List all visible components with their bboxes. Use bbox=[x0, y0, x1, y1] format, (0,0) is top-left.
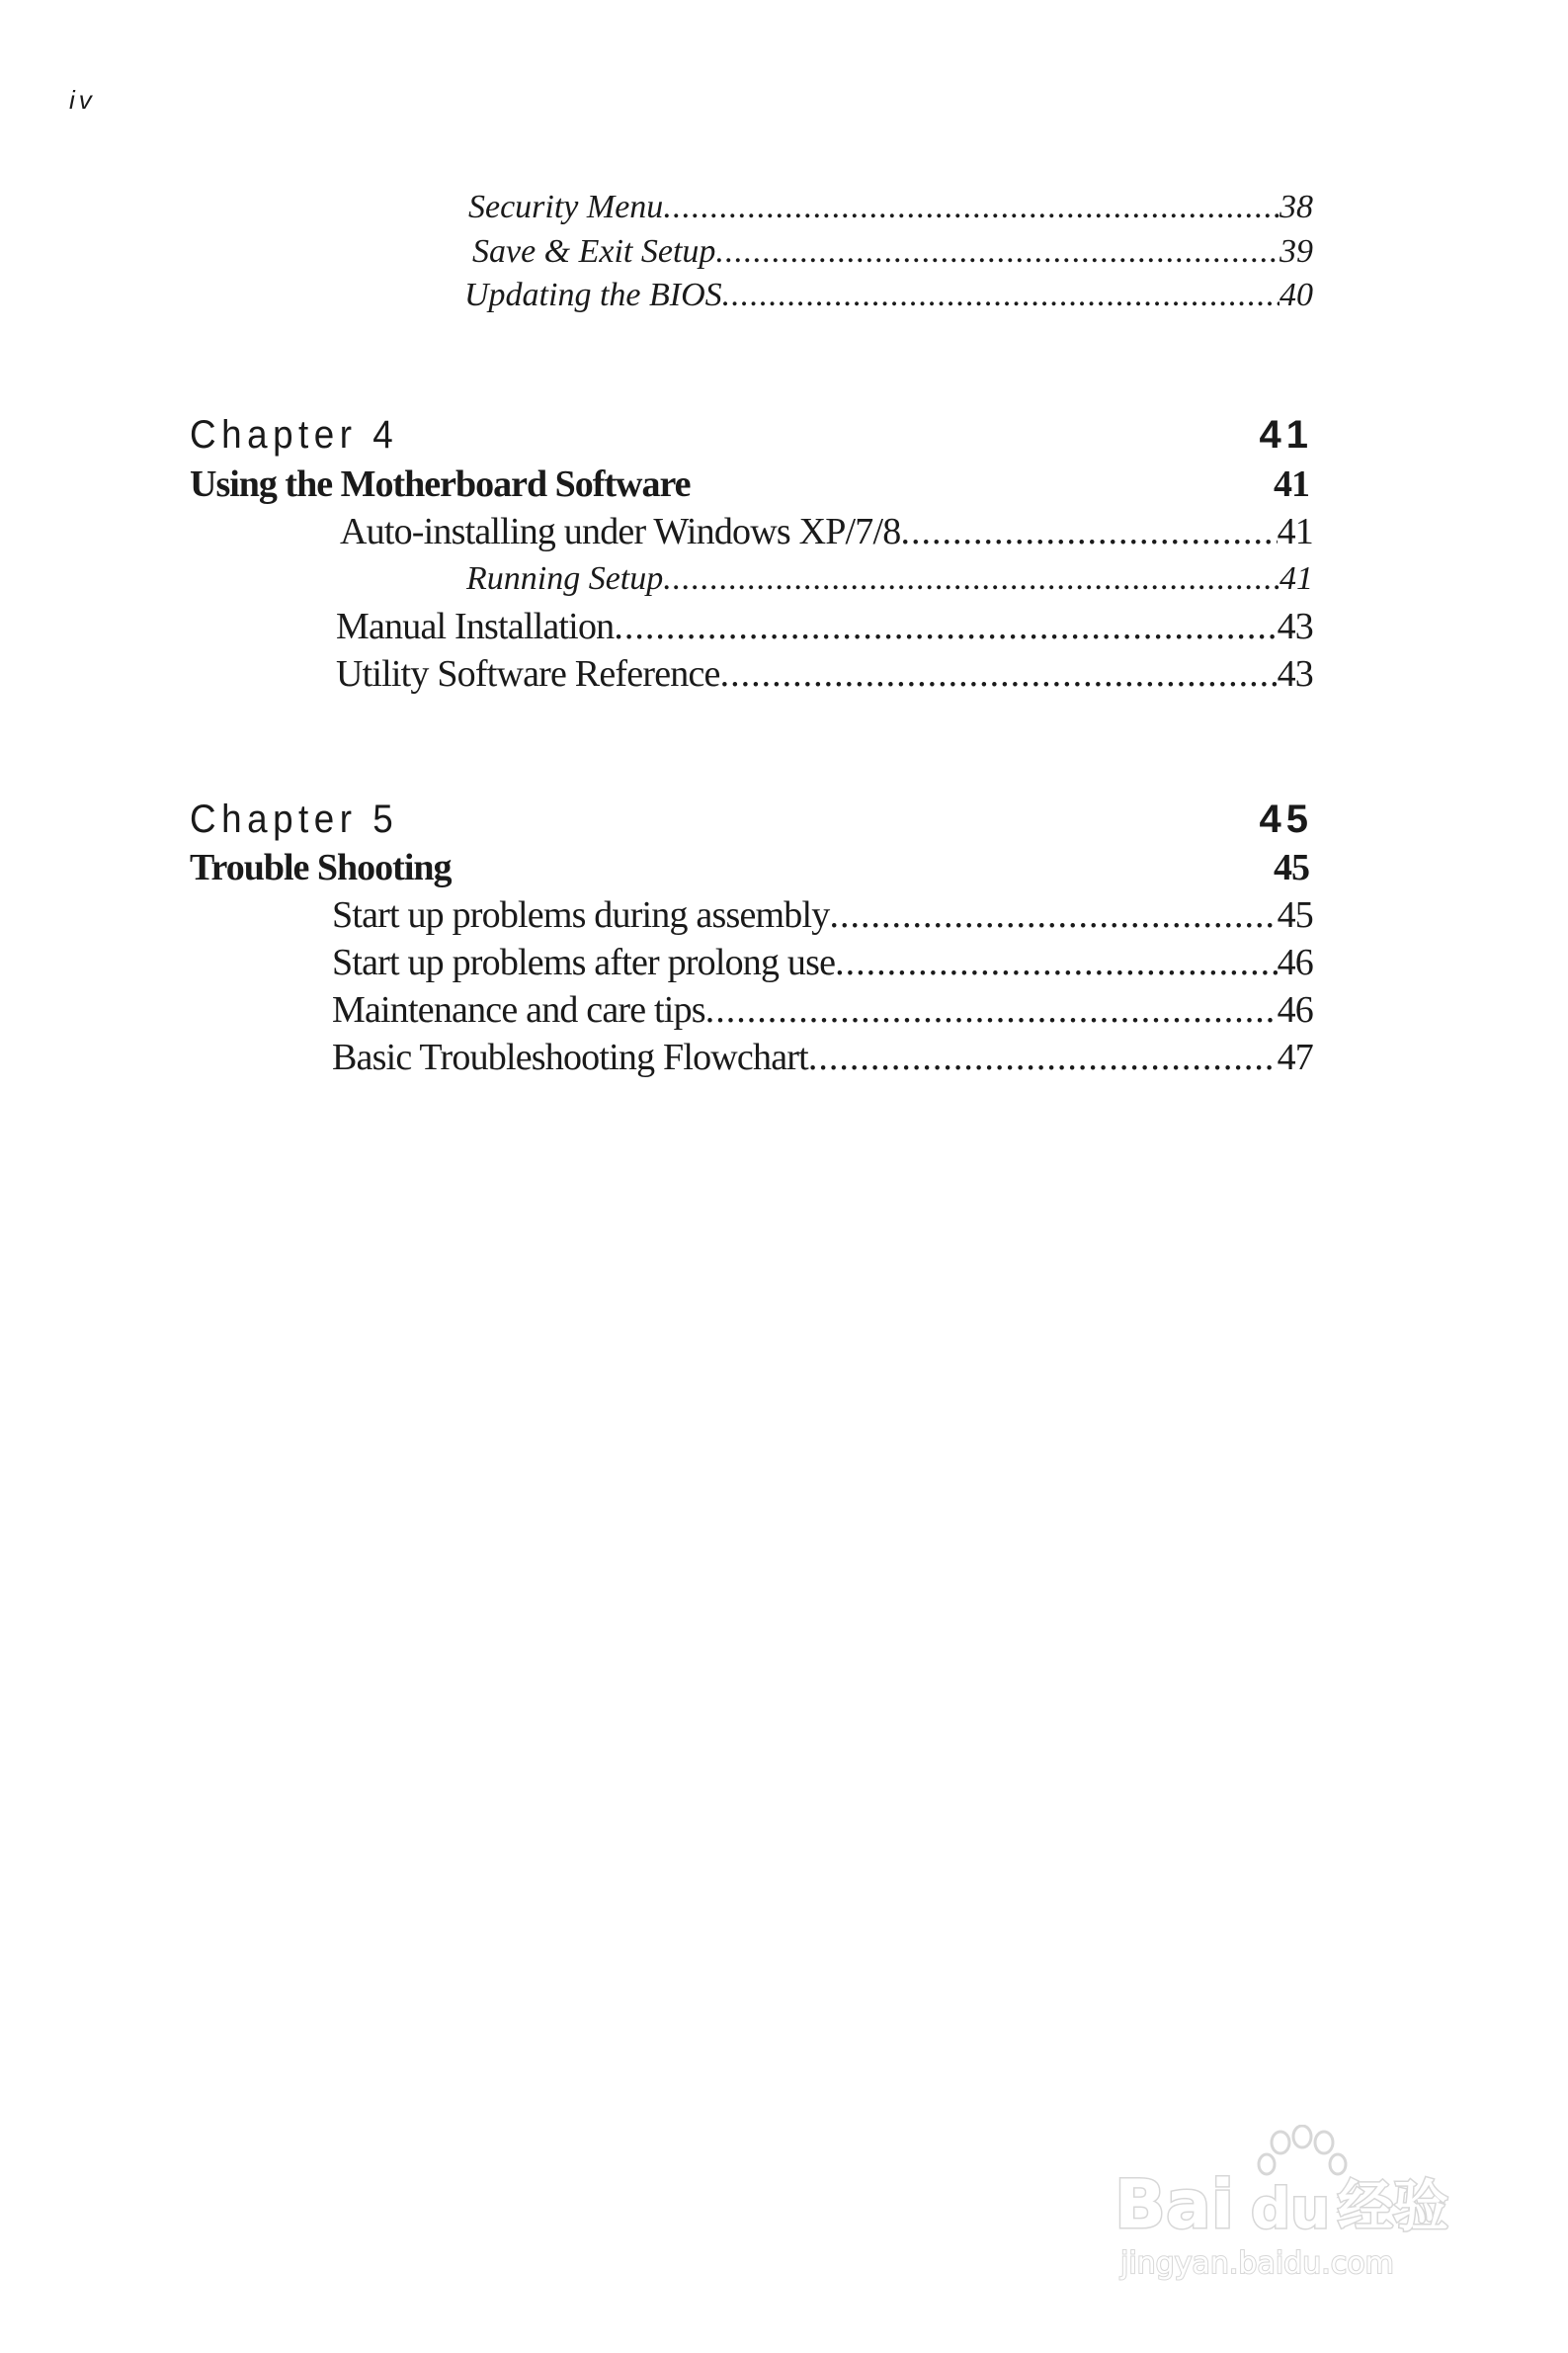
toc-entry-maintenance-care[interactable] bbox=[332, 986, 1313, 1034]
toc-entry-basic-troubleshooting-flowchart[interactable] bbox=[332, 1034, 1313, 1081]
svg-text:du: du bbox=[1251, 2177, 1330, 2241]
toc-entry-label: Running Setup bbox=[466, 560, 664, 597]
toc-leader bbox=[808, 1034, 1278, 1081]
svg-text:Bai: Bai bbox=[1114, 2166, 1235, 2244]
toc-entry-label: Maintenance and care tips bbox=[332, 989, 705, 1031]
baidu-paw-logo-icon bbox=[1105, 2125, 1480, 2293]
toc-entry-running-setup[interactable] bbox=[466, 557, 1313, 601]
toc-entry-label: Manual Installation bbox=[336, 606, 615, 647]
chapter-label: Chapter 4 bbox=[190, 413, 399, 457]
toc-entry-updating-bios[interactable] bbox=[464, 274, 1313, 317]
toc-leader bbox=[715, 230, 1279, 274]
toc-entry-page: 45 bbox=[1277, 894, 1313, 936]
toc-leader bbox=[829, 891, 1277, 939]
toc-entry-label: Basic Troubleshooting Flowchart bbox=[332, 1037, 808, 1078]
chapter-title: Trouble Shooting bbox=[190, 847, 452, 888]
toc-entry-page: 47 bbox=[1277, 1037, 1313, 1078]
toc-entry-page: 40 bbox=[1279, 277, 1313, 313]
toc-entry-utility-software-reference[interactable] bbox=[336, 650, 1313, 698]
toc-entry-label: Start up problems after prolong use bbox=[332, 942, 836, 983]
toc-entry-auto-installing[interactable] bbox=[340, 508, 1313, 555]
chapter-page: 41 bbox=[1259, 413, 1313, 457]
svg-text:经验: 经验 bbox=[1338, 2175, 1448, 2239]
toc-entry-label: Updating the BIOS bbox=[464, 277, 722, 313]
toc-entry-page: 43 bbox=[1277, 606, 1313, 647]
toc-leader bbox=[705, 986, 1278, 1034]
chapter-title: Using the Motherboard Software bbox=[190, 463, 691, 505]
chapter-5-heading[interactable] bbox=[190, 794, 1313, 845]
toc-leader bbox=[900, 508, 1277, 555]
toc-entry-page: 46 bbox=[1277, 942, 1313, 983]
baidu-jingyan-watermark bbox=[1105, 2125, 1480, 2293]
page-folio: iv bbox=[69, 85, 96, 115]
chapter-4-heading[interactable] bbox=[190, 409, 1313, 461]
toc-leader bbox=[722, 274, 1279, 317]
toc-entry-start-up-prolong-use[interactable] bbox=[332, 939, 1313, 986]
chapter-4-title[interactable] bbox=[190, 461, 1313, 508]
toc-leader bbox=[663, 186, 1279, 229]
svg-text:jingyan.baidu.com: jingyan.baidu.com bbox=[1120, 2246, 1394, 2281]
toc-entry-save-exit-setup[interactable] bbox=[472, 230, 1313, 274]
toc-entry-label: Save & Exit Setup bbox=[472, 233, 716, 270]
toc-entry-page: 41 bbox=[1277, 511, 1313, 552]
toc-entry-page: 41 bbox=[1279, 560, 1313, 597]
toc-entry-manual-installation[interactable] bbox=[336, 603, 1313, 650]
toc-entry-page: 43 bbox=[1277, 653, 1313, 695]
toc-entry-label: Start up problems during assembly bbox=[332, 894, 830, 936]
toc-entry-label: Auto-installing under Windows XP/7/8 bbox=[340, 511, 901, 552]
toc-leader bbox=[720, 650, 1278, 698]
toc-entry-page: 39 bbox=[1279, 233, 1313, 270]
chapter-page: 45 bbox=[1259, 798, 1313, 841]
toc-entry-label: Security Menu bbox=[468, 189, 664, 225]
chapter-title-page: 41 bbox=[1274, 463, 1309, 505]
toc-leader bbox=[835, 939, 1277, 986]
toc-entry-security-menu[interactable] bbox=[468, 186, 1313, 229]
chapter-5-title[interactable] bbox=[190, 844, 1313, 891]
toc-entry-page: 46 bbox=[1277, 989, 1313, 1031]
toc-entry-start-up-assembly[interactable] bbox=[332, 891, 1313, 939]
toc-entry-label: Utility Software Reference bbox=[336, 653, 720, 695]
toc-entry-page: 38 bbox=[1279, 189, 1313, 225]
toc-leader bbox=[614, 603, 1277, 650]
chapter-title-page: 45 bbox=[1274, 847, 1309, 888]
chapter-label: Chapter 5 bbox=[190, 798, 399, 841]
toc-leader bbox=[663, 557, 1279, 601]
